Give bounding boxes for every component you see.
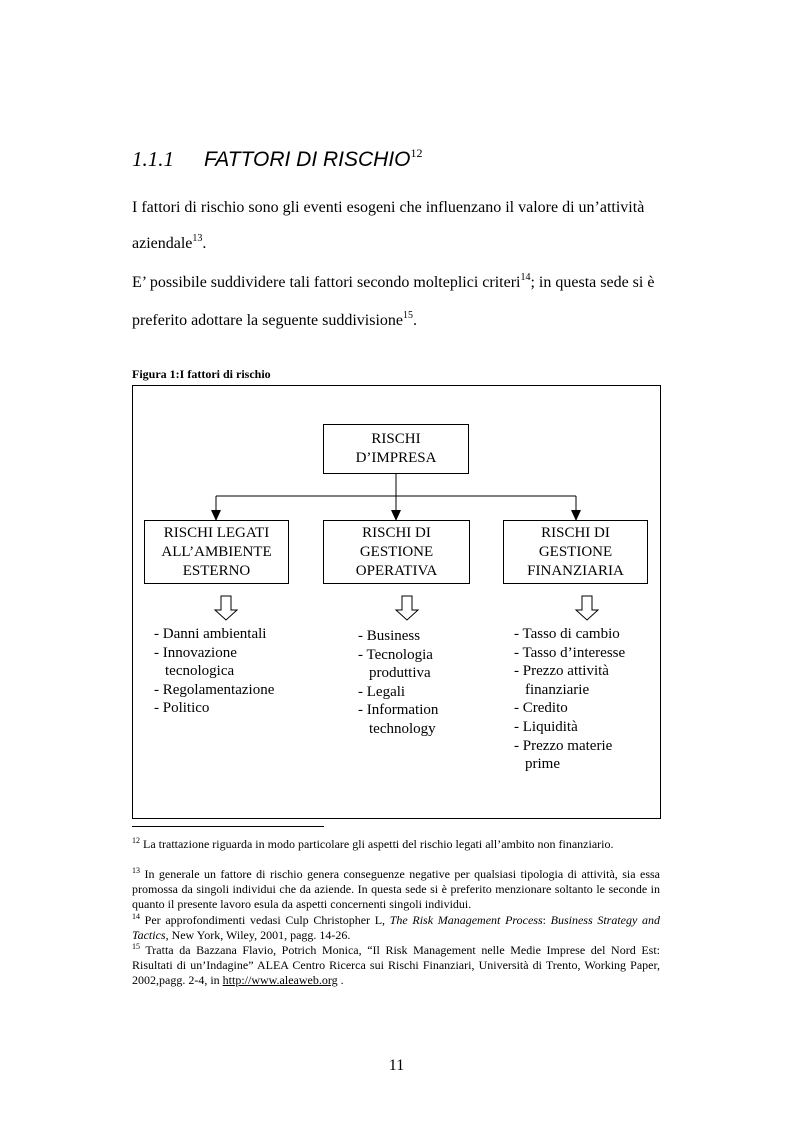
footnote-text: Tratta da Bazzana Flavio, Potrich Monica, “Il Risk Management nelle Medie Imprese del Nord Est: Risultati di un’Indagine” ALEA Centro Ricerca sui Rischi Finanziari, Università di Trento, Working Paper, 2002,pagg. 2-4, in	[132, 943, 660, 987]
page-number: 11	[388, 1057, 405, 1074]
text: ; in questa sede si è	[530, 274, 655, 291]
footnote-ref[interactable]: 12	[410, 146, 423, 160]
node-label: ALL’AMBIENTE	[161, 543, 272, 560]
footnote-italic: Business Strategy and Tactics	[132, 913, 660, 942]
text: .	[202, 235, 207, 252]
list-item: - Credito	[514, 700, 568, 717]
footnote-text: .	[337, 973, 344, 987]
footnote-ref[interactable]: 14	[520, 272, 531, 283]
node-label: RISCHI LEGATI	[163, 524, 270, 541]
node-label: D’IMPRESA	[355, 450, 437, 466]
footnote-number: 15	[132, 942, 140, 951]
list-item: - Tecnologia	[358, 646, 433, 663]
node-label: FINANZIARIA	[527, 562, 624, 579]
list-item: - Danni ambientali	[154, 626, 267, 642]
list-item: - Prezzo materie	[514, 737, 613, 754]
section-title: FATTORI DI RISCHIO	[204, 148, 411, 171]
list-item: prime	[525, 756, 560, 773]
list-item: - Politico	[154, 700, 210, 717]
footnote-text: :	[542, 913, 551, 927]
list-item: - Information	[358, 702, 439, 719]
down-arrow-icon	[215, 596, 237, 620]
list-item: - Business	[358, 628, 421, 644]
list-ambiente-esterno	[154, 625, 274, 718]
footnote-ref[interactable]: 15	[403, 310, 414, 321]
footnote-separator	[132, 826, 324, 827]
list-gestione-finanziaria	[514, 625, 625, 774]
list-item: - Tasso di cambio	[514, 626, 620, 642]
list-item: produttiva	[369, 665, 431, 682]
figure-caption: Figura 1:I fattori di rischio	[132, 367, 271, 381]
footnote-text: , New York, Wiley, 2001, pagg. 14-26.	[165, 928, 351, 942]
text: .	[413, 312, 418, 329]
footnote-ref[interactable]: 13	[192, 233, 203, 244]
footnote-13	[132, 863, 660, 912]
list-item: - Regolamentazione	[154, 681, 275, 698]
footnote-number: 12	[132, 836, 140, 845]
node-label: GESTIONE	[538, 543, 613, 560]
list-item: - Liquidità	[514, 718, 578, 735]
node-label: OPERATIVA	[355, 562, 438, 579]
node-rischi-impresa	[323, 424, 469, 474]
list-item: finanziarie	[525, 681, 590, 698]
list-gestione-operativa	[358, 627, 438, 739]
node-label: RISCHI DI	[362, 524, 431, 541]
footnote-15	[132, 939, 660, 988]
list-item: - Innovazione	[154, 644, 237, 661]
down-arrow-icon	[396, 596, 418, 620]
list-item: - Legali	[358, 683, 406, 700]
footnote-text: La trattazione riguarda in modo particolare gli aspetti del rischio legati all’ambito non finanziario.	[140, 837, 614, 851]
list-item: tecnologica	[165, 663, 235, 680]
node-rischi-gestione-operativa	[323, 520, 470, 584]
list-item: - Tasso d’interesse	[514, 644, 626, 661]
footnote-number: 13	[132, 866, 140, 875]
footnote-number: 14	[132, 912, 140, 921]
node-label: RISCHI	[371, 431, 421, 447]
list-item: - Prezzo attività	[514, 663, 609, 680]
footnote-text: Per approfondimenti vedasi Culp Christopher L,	[140, 913, 390, 927]
node-rischi-gestione-finanziaria	[503, 520, 648, 584]
node-label: RISCHI DI	[541, 524, 610, 541]
footnote-14	[132, 909, 660, 943]
node-label: GESTIONE	[359, 543, 434, 560]
node-label: ESTERNO	[182, 562, 251, 579]
aleaweb-link[interactable]: http://www.aleaweb.org	[222, 973, 338, 987]
footnote-italic: The Risk Management Process	[389, 913, 543, 927]
text: E’ possibile suddividere tali fattori secondo molteplici criteri	[132, 274, 521, 291]
footnote-12	[132, 833, 660, 852]
text: preferito adottare la seguente suddivisione	[132, 312, 404, 329]
text: I fattori di rischio sono gli eventi esogeni che influenzano il valore di un’attività	[132, 199, 645, 216]
node-rischi-ambiente-esterno	[144, 520, 289, 584]
down-arrow-icon	[576, 596, 598, 620]
section-number: 1.1.1	[132, 147, 174, 171]
text: aziendale	[132, 235, 193, 252]
footnote-text: In generale un fattore di rischio genera conseguenze negative per qualsiasi tipologia di attività, sia essa promossa da singoli individui che da aziende. In questa sede si è preferito menzionare soltanto le seconde in quanto il presente lavoro esula da aspetti concernenti singoli individui.	[132, 867, 660, 911]
list-item: technology	[369, 720, 436, 737]
